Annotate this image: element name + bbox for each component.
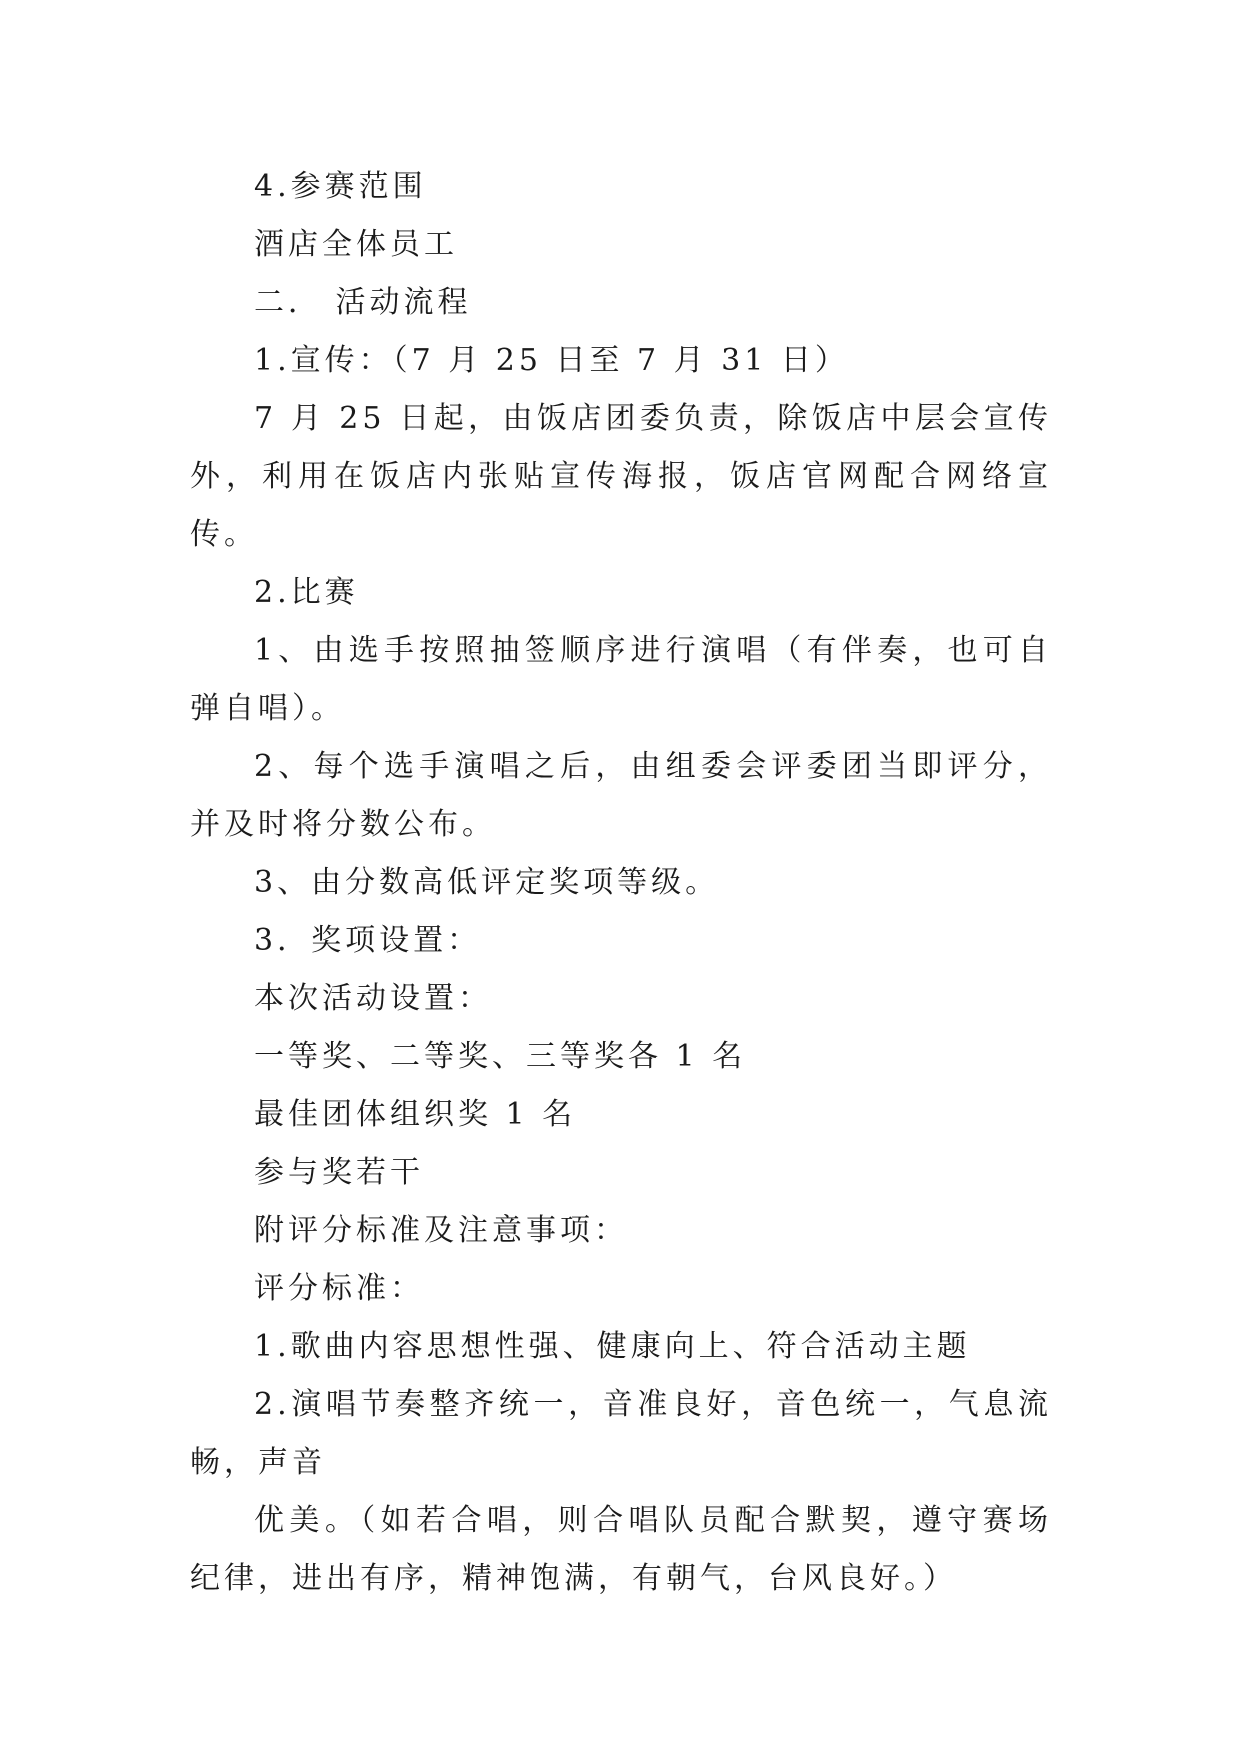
paragraph-competition-rule-1: 1、由选手按照抽签顺序进行演唱（有伴奏，也可自弹自唱）。 (190, 633, 1052, 726)
paragraph-award-participation: 参与奖若干 (254, 1155, 424, 1190)
paragraph-publicity-heading: 1.宣传：（7 月 25 日至 7 月 31 日） (254, 343, 849, 378)
document-body (190, 158, 1052, 1608)
paragraph-activity-process-heading: 二． 活动流程 (254, 285, 472, 320)
paragraph-competition-rule-3: 3、由分数高低评定奖项等级。 (254, 865, 720, 900)
paragraph-appendix-heading: 附评分标准及注意事项： (254, 1213, 628, 1248)
paragraph-scoring-heading: 评分标准： (254, 1271, 424, 1306)
paragraph-competition-heading: 2.比赛 (254, 575, 359, 610)
paragraph-scoring-criterion-2-continued: 优美。（如若合唱，则合唱队员配合默契，遵守赛场纪律，进出有序，精神饱满，有朝气，台风良好。） (190, 1503, 1052, 1596)
paragraph-awards-heading: 3．奖项设置： (254, 923, 482, 958)
paragraph-awards-intro: 本次活动设置： (254, 981, 492, 1016)
paragraph-award-prizes: 一等奖、二等奖、三等奖各 1 名 (254, 1039, 747, 1074)
paragraph-participation-scope-heading: 4.参赛范围 (254, 169, 427, 204)
paragraph-competition-rule-2: 2、每个选手演唱之后，由组委会评委团当即评分，并及时将分数公布。 (190, 749, 1052, 842)
paragraph-publicity-detail: 7 月 25 日起，由饭店团委负责，除饭店中层会宣传外，利用在饭店内张贴宣传海报，饭店官网配合网络宣传。 (190, 401, 1052, 552)
paragraph-scoring-criterion-1: 1.歌曲内容思想性强、健康向上、符合活动主题 (254, 1329, 971, 1364)
paragraph-scoring-criterion-2: 2.演唱节奏整齐统一，音准良好，音色统一，气息流畅，声音 (190, 1387, 1052, 1480)
paragraph-participation-scope: 酒店全体员工 (254, 227, 458, 262)
paragraph-award-team: 最佳团体组织奖 1 名 (254, 1097, 577, 1132)
